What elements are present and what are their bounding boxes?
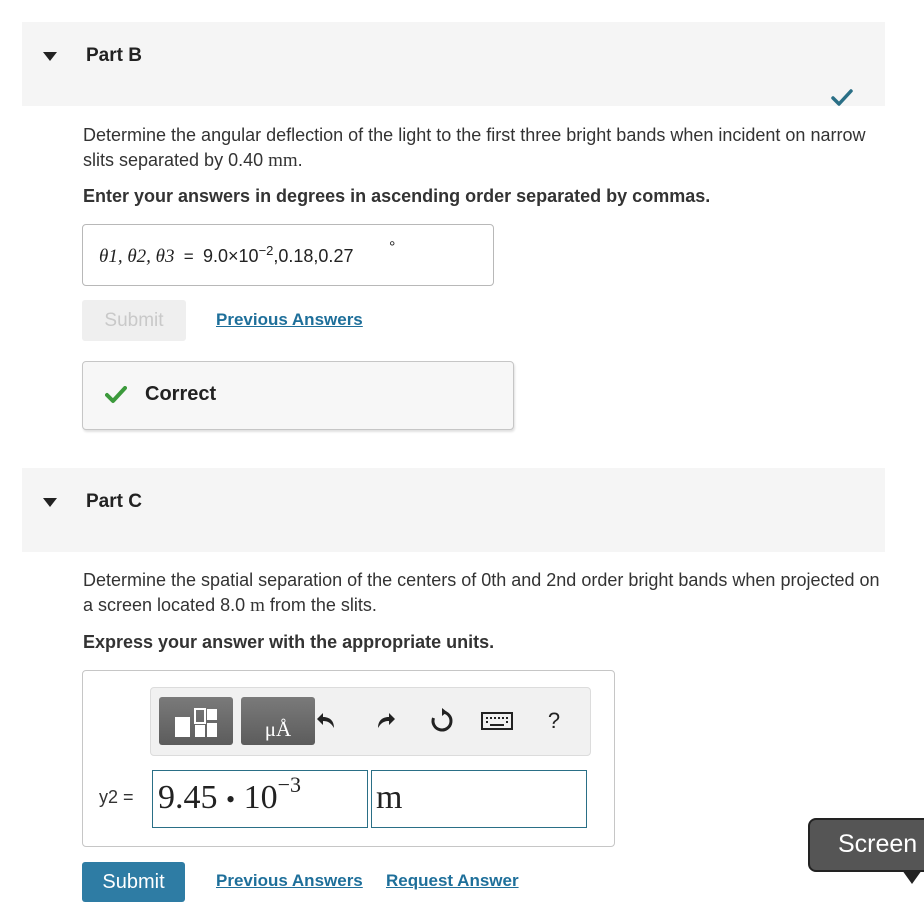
- degree-symbol: °: [389, 239, 396, 256]
- part-b-instruction: Enter your answers in degrees in ascending order separated by commas.: [83, 186, 711, 206]
- answer-entry-panel: [82, 670, 615, 847]
- part-b-header[interactable]: [22, 22, 885, 106]
- answer-label: θ1, θ2, θ3: [99, 246, 175, 267]
- completed-check-icon: [830, 88, 854, 108]
- part-c-previous-answers-link[interactable]: Previous Answers: [216, 871, 363, 890]
- redo-icon[interactable]: [371, 706, 401, 736]
- y2-label: y2 =: [99, 787, 134, 807]
- answer-value: $9.0\times 10^{-2},0.18,0.27$: [203, 243, 354, 266]
- collapse-caret-icon[interactable]: [43, 498, 57, 507]
- part-b-title: Part B: [86, 45, 142, 66]
- tooltip-pointer: [902, 870, 922, 884]
- part-b-prompt: Determine the angular deflection of the light to the first three bright bands when incident on narrow slits separated by 0.40 mm.: [83, 125, 866, 171]
- templates-button[interactable]: [159, 697, 233, 745]
- part-b-previous-answers-link[interactable]: Previous Answers: [216, 310, 363, 329]
- answer-display: θ1, θ2, $\theta 3 = 9.0\times 10^{-2},0.18,0.27$: [99, 243, 354, 267]
- value-display: 9.45 • $10^{-3}$: [158, 772, 302, 816]
- correct-check-icon: [105, 386, 127, 404]
- correct-label: Correct: [145, 383, 217, 405]
- part-c-instruction: Express your answer with the appropriate units.: [83, 632, 495, 652]
- part-c-title: Part C: [86, 491, 142, 512]
- unit-input[interactable]: [371, 770, 587, 828]
- request-answer-link[interactable]: Request Answer: [386, 871, 519, 890]
- part-c-header[interactable]: [22, 468, 885, 552]
- value-input[interactable]: [152, 770, 368, 828]
- unit-display: m: [376, 779, 403, 816]
- part-b-answer-box[interactable]: [82, 224, 494, 286]
- units-button[interactable]: [241, 697, 315, 745]
- units-icon: μÅ: [264, 717, 292, 741]
- help-icon[interactable]: ?: [547, 708, 561, 733]
- undo-icon[interactable]: [311, 706, 341, 736]
- math-toolbar: [150, 687, 591, 756]
- part-c-prompt: Determine the spatial separation of the centers of 0th and 2nd order bright bands when projected on a screen located 8.0 m from the slits.: [83, 570, 880, 616]
- part-c-submit-button[interactable]: Submit: [82, 862, 185, 902]
- part-b-feedback: [82, 361, 514, 430]
- part-b-submit-button[interactable]: Submit: [82, 300, 186, 341]
- reset-icon[interactable]: [427, 706, 457, 736]
- screen-tooltip: Screen: [808, 818, 924, 872]
- keyboard-icon[interactable]: [481, 706, 513, 736]
- collapse-caret-icon[interactable]: [43, 52, 57, 61]
- templates-icon: [173, 705, 219, 739]
